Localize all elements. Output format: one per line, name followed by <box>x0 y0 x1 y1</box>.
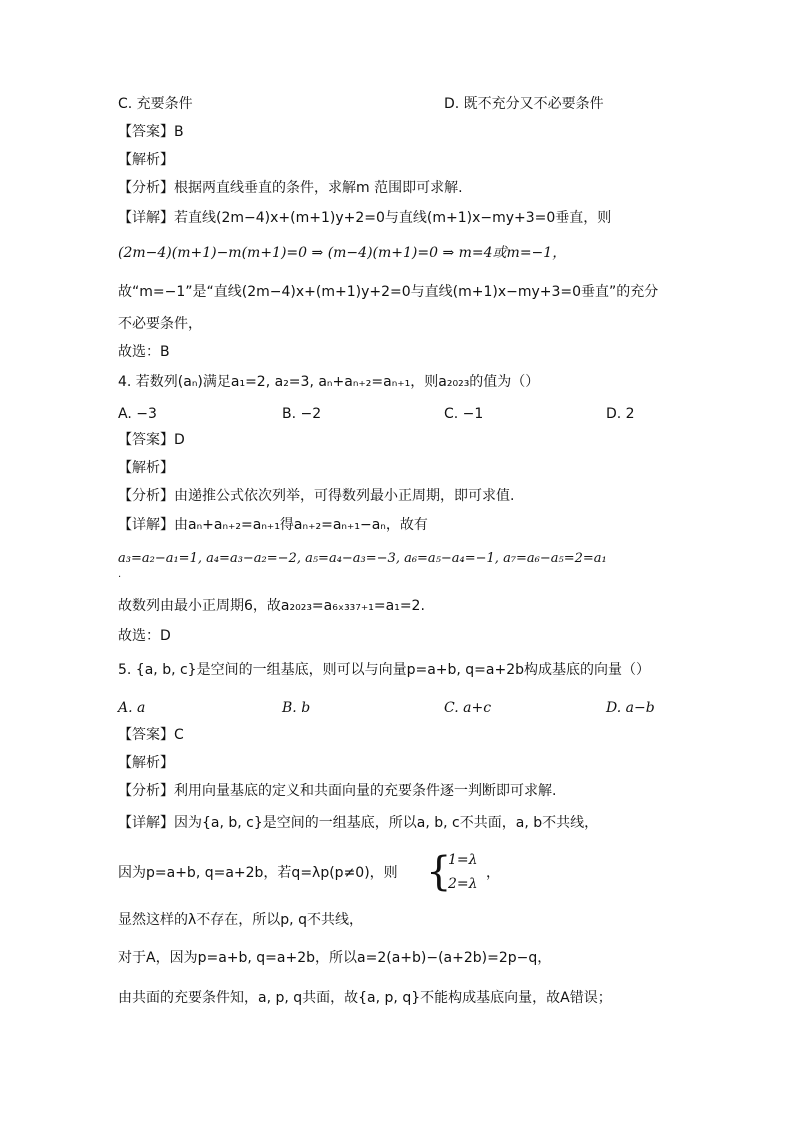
q5-option-b: B. b <box>282 700 311 716</box>
q4-question: 4. 若数列(aₙ)满足a₁=2, a₂=3, aₙ+aₙ₊₂=aₙ₊₁，则a₂₀₂₃的值为（） <box>118 374 540 390</box>
q4-detail-3: 故数列由最小正周期6，故a₂₀₂₃=a₆ₓ₃₃₇₊₁=a₁=2. <box>118 598 425 614</box>
system-tail: ， <box>486 865 500 881</box>
q5-fenxi: 【分析】利用向量基底的定义和共面向量的充要条件逐一判断即可求解. <box>118 783 557 799</box>
q5-option-d: D. a−b <box>606 700 655 716</box>
q4-option-d: D. 2 <box>606 406 635 422</box>
q5-detail-3: 显然这样的λ不存在，所以p, q不共线， <box>118 912 363 928</box>
q3-detail-4: 不必要条件， <box>118 316 202 332</box>
q3-answer: 【答案】B <box>118 124 184 140</box>
q4-option-b: B. −2 <box>282 406 322 422</box>
q4-detail-2-period: . <box>118 569 122 580</box>
q4-detail-2: a₃=a₂−a₁=1, a₄=a₃−a₂=−2, a₅=a₄−a₃=−3, a₆=a₅−a₄=−1, a₇=a₆−a₅=2=a₁ <box>118 551 607 566</box>
q5-option-a: A. a <box>118 700 146 716</box>
q5-detail-4: 对于A，因为p=a+b, q=a+2b，所以a=2(a+b)−(a+2b)=2p−q， <box>118 950 552 966</box>
q4-fenxi: 【分析】由递推公式依次列举，可得数列最小正周期，即可求值. <box>118 488 515 504</box>
q4-option-c: C. −1 <box>444 406 484 422</box>
q5-answer: 【答案】C <box>118 727 184 743</box>
q5-analysis-label: 【解析】 <box>118 755 174 771</box>
system-brace: { <box>426 849 452 895</box>
q4-choice: 故选：D <box>118 628 171 644</box>
q3-detail-3: 故“m=−1”是“直线(2m−4)x+(m+1)y+2=0与直线(m+1)x−my+3=0垂直”的充分 <box>118 284 659 300</box>
q3-fenxi: 【分析】根据两直线垂直的条件，求解m 范围即可求解. <box>118 180 463 196</box>
system-eq-1: 1=λ <box>448 852 478 868</box>
q5-detail-2: 因为p=a+b, q=a+2b，若q=λp(p≠0)，则 <box>118 865 398 881</box>
q4-analysis-label: 【解析】 <box>118 460 174 476</box>
q5-detail-5: 由共面的充要条件知，a, p, q共面，故{a, p, q}不能构成基底向量，故A错误； <box>118 990 612 1006</box>
q3-detail-1: 【详解】若直线(2m−4)x+(m+1)y+2=0与直线(m+1)x−my+3=0垂直，则 <box>118 210 612 226</box>
q3-analysis-label: 【解析】 <box>118 152 174 168</box>
q4-detail-1: 【详解】由aₙ+aₙ₊₂=aₙ₊₁得aₙ₊₂=aₙ₊₁−aₙ，故有 <box>118 517 428 533</box>
q3-option-d: D. 既不充分又不必要条件 <box>444 96 604 112</box>
q3-option-c: C. 充要条件 <box>118 96 193 112</box>
q5-detail-1: 【详解】因为{a, b, c}是空间的一组基底，所以a, b, c不共面，a, b不共线， <box>118 815 599 831</box>
q5-question: 5. {a, b, c}是空间的一组基底，则可以与向量p=a+b, q=a+2b构成基底的向量（） <box>118 662 651 678</box>
system-eq-2: 2=λ <box>448 876 478 892</box>
q3-detail-2: (2m−4)(m+1)−m(m+1)=0 ⇒ (m−4)(m+1)=0 ⇒ m=4或m=−1， <box>118 245 567 261</box>
q3-choice: 故选：B <box>118 344 170 360</box>
q5-option-c: C. a+c <box>444 700 492 716</box>
q4-option-a: A. −3 <box>118 406 157 422</box>
q4-answer: 【答案】D <box>118 432 185 448</box>
